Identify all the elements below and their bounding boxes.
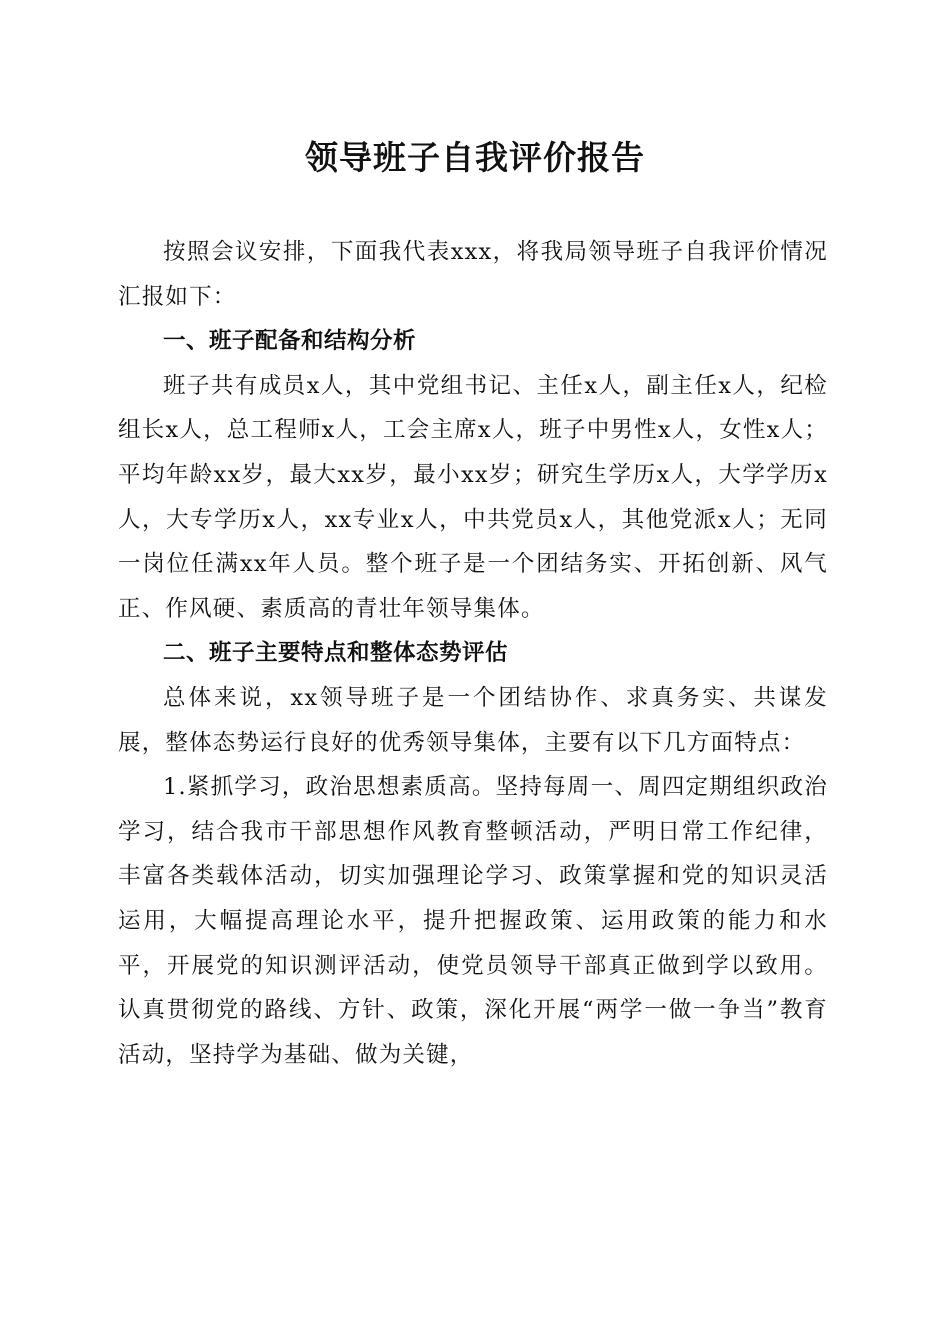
section-2-point-1: 1.紧抓学习，政治思想素质高。坚持每周一、周四定期组织政治学习，结合我市干部思想作风教育整顿活动，严明日常工作纪律，丰富各类载体活动，切实加强理论学习、政策掌握和党的知识灵活运用，大幅提高理论水平，提升把握政策、运用政策的能力和水平，开展党的知识测评活动，使党员领导干部真正做到学以致用。认真贯彻党的路线、方针、政策，深化开展“两学一做一争当”教育活动，坚持学为基础、做为关键， bbox=[118, 774, 828, 1068]
document-title: 领导班子自我评价报告 bbox=[305, 138, 645, 177]
intro-paragraph: 按照会议安排，下面我代表xxx，将我局领导班子自我评价情况汇报如下： bbox=[118, 239, 828, 310]
section-1-paragraph: 班子共有成员x人，其中党组书记、主任x人，副主任x人，纪检组长x人，总工程师x人，工会主席x人，班子中男性x人，女性x人；平均年龄xx岁，最大xx岁，最小xx岁；研究生学历x人，大学学历x人，大专学历x人，xx专业x人，中共党员x人，其他党派x人；无同一岗位任满xx年人员。整个班子是一个团结务实、开拓创新、风气正、作风硬、素质高的青壮年领导集体。 bbox=[118, 372, 828, 622]
section-2-heading: 二、班子主要特点和整体态势评估 bbox=[163, 640, 509, 667]
section-1-heading: 一、班子配备和结构分析 bbox=[163, 328, 417, 355]
document-body bbox=[118, 230, 828, 1077]
section-2-paragraph: 总体来说，xx领导班子是一个团结协作、求真务实、共谋发展，整体态势运行良好的优秀领导集体，主要有以下几方面特点： bbox=[118, 684, 828, 756]
